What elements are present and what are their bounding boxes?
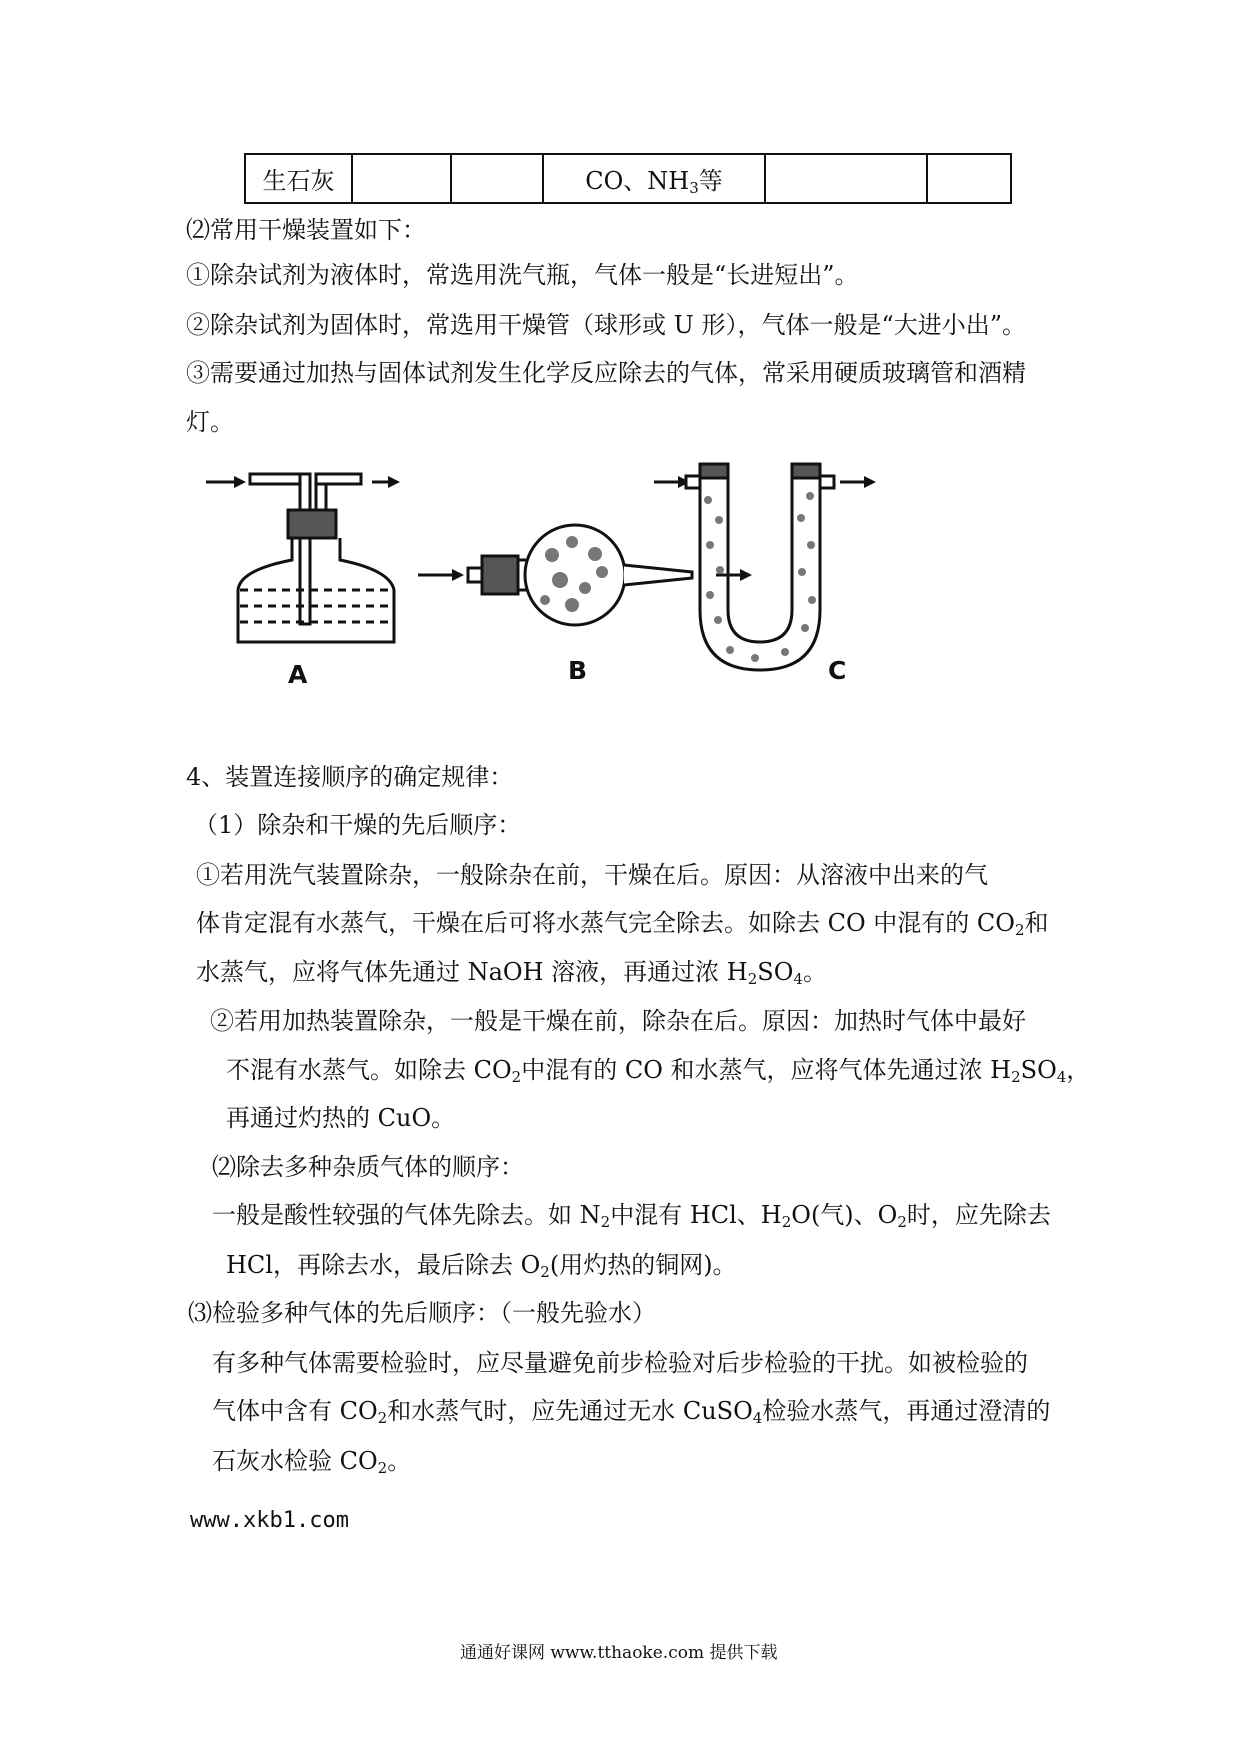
subsection-heading: ⑶检验多种气体的先后顺序：（一般先验水） bbox=[188, 1299, 656, 1327]
text-line: ②除杂试剂为固体时，常选用干燥管（球形或 U 形），气体一般是“大进小出”。 bbox=[186, 311, 1027, 339]
text-line: 有多种气体需要检验时，应尽量避免前步检验对后步检验的干扰。如被检验的 bbox=[212, 1349, 1028, 1377]
label-b: B bbox=[568, 656, 588, 685]
table-cell bbox=[765, 154, 927, 203]
stopper bbox=[288, 510, 336, 538]
subsection-heading: ⑵除去多种杂质气体的顺序： bbox=[212, 1153, 524, 1181]
source-url: www.xkb1.com bbox=[190, 1508, 349, 1533]
text-line: HCl，再除去水，最后除去 $O_2$(用灼热的铜网)。 bbox=[226, 1251, 737, 1281]
table-cell bbox=[451, 154, 543, 203]
text-line: ①除杂试剂为液体时，常选用洗气瓶，气体一般是“长进短出”。 bbox=[186, 261, 859, 289]
text-line: 一般是酸性较强的气体先除去。如 $N_2$中混有 HCl、$H_2O$(气)、$O_2$时，应先除去 bbox=[212, 1201, 1051, 1231]
text-line: 水蒸气，应将气体先通过 NaOH 溶液，再通过浓 $H_2SO_4$。 bbox=[196, 958, 827, 988]
label-a: A bbox=[288, 660, 308, 689]
text-line: 气体中含有 $CO_2$和水蒸气时，应先通过无水 CuSO$_4$检验水蒸气，再通过澄清的 bbox=[212, 1397, 1051, 1427]
table-cell bbox=[352, 154, 451, 203]
table-cell: 生石灰 bbox=[245, 154, 352, 203]
u-tube-inner bbox=[728, 468, 792, 642]
reagent-table bbox=[244, 153, 1012, 204]
label-c: C bbox=[828, 656, 847, 685]
text-line: ③需要通过加热与固体试剂发生化学反应除去的气体，常采用硬质玻璃管和酒精 bbox=[186, 359, 1026, 387]
section-heading: 4、装置连接顺序的确定规律： bbox=[186, 763, 514, 791]
text-line: 不混有水蒸气。如除去 $CO_2$中混有的 CO 和水蒸气，应将气体先通过浓 $H_2SO_4$， bbox=[226, 1056, 1091, 1086]
table-cell bbox=[927, 154, 1011, 203]
text-line: 体肯定混有水蒸气，干燥在后可将水蒸气完全除去。如除去 CO 中混有的 $CO_2$和 bbox=[196, 909, 1049, 939]
tube-inlet bbox=[250, 474, 302, 484]
text-line: 灯。 bbox=[186, 408, 234, 436]
text-line: 石灰水检验 $CO_2$。 bbox=[212, 1447, 412, 1477]
text-line: ①若用洗气装置除杂，一般除杂在前，干燥在后。原因：从溶液中出来的气 bbox=[196, 861, 988, 889]
page-footer: 通通好课网 www.tthaoke.com 提供下载 bbox=[460, 1643, 778, 1663]
text-line: ②若用加热装置除杂，一般是干燥在前，除杂在后。原因：加热时气体中最好 bbox=[210, 1007, 1026, 1035]
subsection-heading: （1）除杂和干燥的先后顺序： bbox=[194, 811, 522, 839]
table-row bbox=[245, 154, 1011, 203]
table-cell: CO、$NH_3$等 bbox=[543, 154, 765, 203]
text-line: 再通过灼热的 CuO。 bbox=[226, 1104, 456, 1132]
tube-long bbox=[300, 474, 310, 624]
heading-drying-devices: ⑵常用干燥装置如下： bbox=[186, 216, 426, 244]
tube-outlet bbox=[316, 474, 361, 484]
